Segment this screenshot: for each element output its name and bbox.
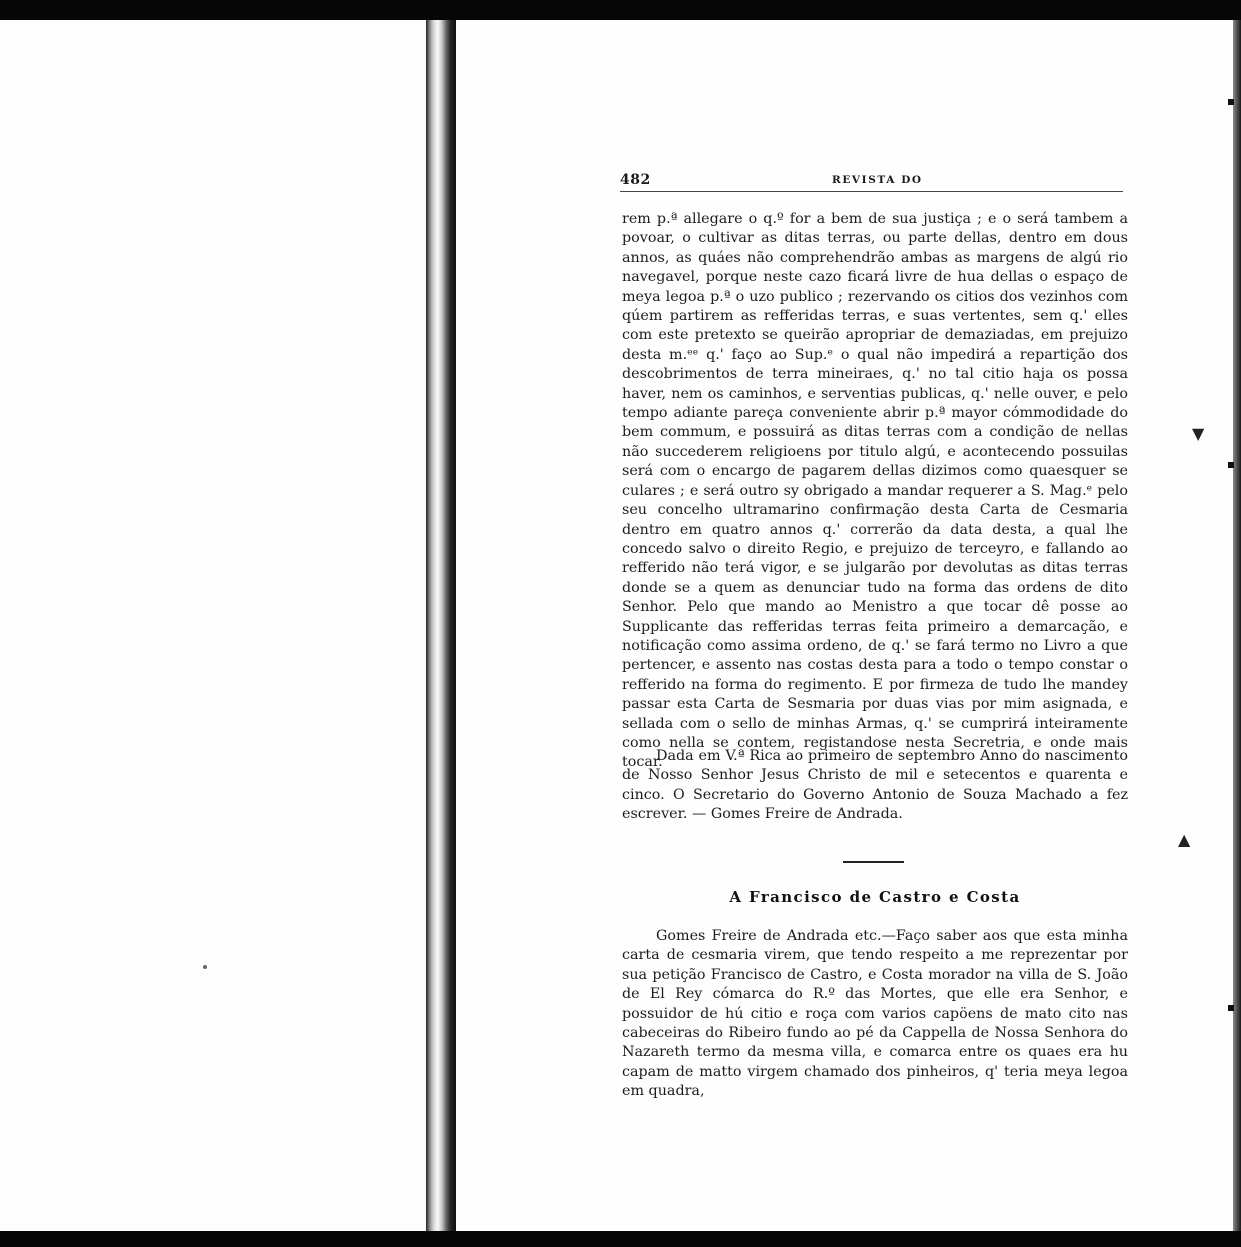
edge-mark (1228, 462, 1234, 468)
paper-speck (203, 965, 207, 969)
body-paragraph-1: rem p.ª allegare o q.º for a bem de sua justiça ; e o será tambem a povoar, o cultivar as ditas terras, ou parte dellas, dentro em dous annos, as quáes não comprehendrão ambas as margens de algú rio navegavel, porque neste cazo ficará livre de hua dellas o espaço de meya legoa p.ª o uzo publico ; rezervando os citios dos vezinhos com qúem partirem as refferidas terras, e suas vertentes, sem q.' elles com este pretexto se queirão apropriar de demaziadas, em prejuizo desta m.ᵉᵉ q.' faço ao Sup.ᵉ o qual não impedirá a repartição dos descobrimentos de terra mineiraes, q.' no tal citio haja os possa haver, nem os caminhos, e serventias publicas, q.' nelle ouver, e pelo tempo adiante pareça conveniente abrir p.ª mayor cómmodidade do bem commum, e possuirá as ditas terras com a condição de nellas não succederem religioens por titulo algú, e acontecendo possuilas será com o encargo de pagarem dellas dizimos como quaesquer se culares ; e será outro sy obrigado a mandar requerer a S. Mag.ᵉ pelo seu concelho ultramarino confirmação desta Carta de Cesmaria dentro em quatro annos q.' correrão da data desta, a qual lhe concedo salvo o direito Regio, e prejuizo de terceyro, e fallando ao refferido não terá vigor, e se julgarão por devolutas as ditas terras donde se a quem as denunciar tudo na forma das ordens de dito Senhor. Pelo que mando ao Menistro a que tocar dê posse ao Supplicante das refferidas terras feita primeiro a demarcação, e notificação como assima ordeno, de q.' se fará termo no Livro a que pertencer, e assento nas costas desta para a todo o tempo constar o refferido na forma do regimento. E por firmeza de tudo lhe mandey passar esta Carta de Sesmaria por duas vias por mim asignada, e sellada com o sello de minhas Armas, q.' se cumprirá inteiramente como nella se contem, registandose nesta Secretria, e onde mais tocar. (622, 211, 1128, 771)
edge-mark (1228, 99, 1234, 105)
scan-border-bottom (0, 1231, 1241, 1247)
section-title: A Francisco de Castro e Costa (729, 888, 1021, 906)
page-number: 482 (620, 172, 651, 188)
scan-border-top (0, 0, 1241, 20)
page-header (620, 172, 1123, 192)
page-edge-shadow (1233, 20, 1241, 1231)
body-paragraph-3: Gomes Freire de Andrada etc.—Faço saber aos que esta minha carta de cesmaria virem, que tendo respeito a me reprezentar por sua petição Francisco de Castro, e Costa morador na villa de S. João de El Rey cómarca do R.º das Mortes, que elle era Senhor, e possuidor de hú citio e roça com varios capöens de mato cito nas cabeceiras do Ribeiro fundo ao pé da Cappella de Nossa Senhora do Nazareth termo da mesma villa, e comarca entre os quaes era hu capam de matto virgem chamado dos pinheiros, q' teria meya legoa em quadra, (622, 928, 1128, 1100)
edge-mark (1228, 1005, 1234, 1011)
book-gutter (426, 20, 456, 1231)
body-paragraph-dating: Dada em V.ª Rica ao primeiro de septembro Anno do nascimento de Nosso Senhor Jesus Christo de mil e setecentos e quarenta e cinco. O Secretario do Governo Antonio de Souza Machado a fez escrever. — Gomes Freire de Andrada. (622, 748, 1128, 823)
running-head: REVISTA DO (832, 174, 923, 186)
header-rule (620, 191, 1123, 192)
section-separator-rule (843, 861, 904, 863)
margin-arrow-mark: ▼ (1192, 424, 1205, 443)
left-page-blank (0, 20, 428, 1231)
margin-triangle-mark: ▲ (1178, 830, 1191, 849)
